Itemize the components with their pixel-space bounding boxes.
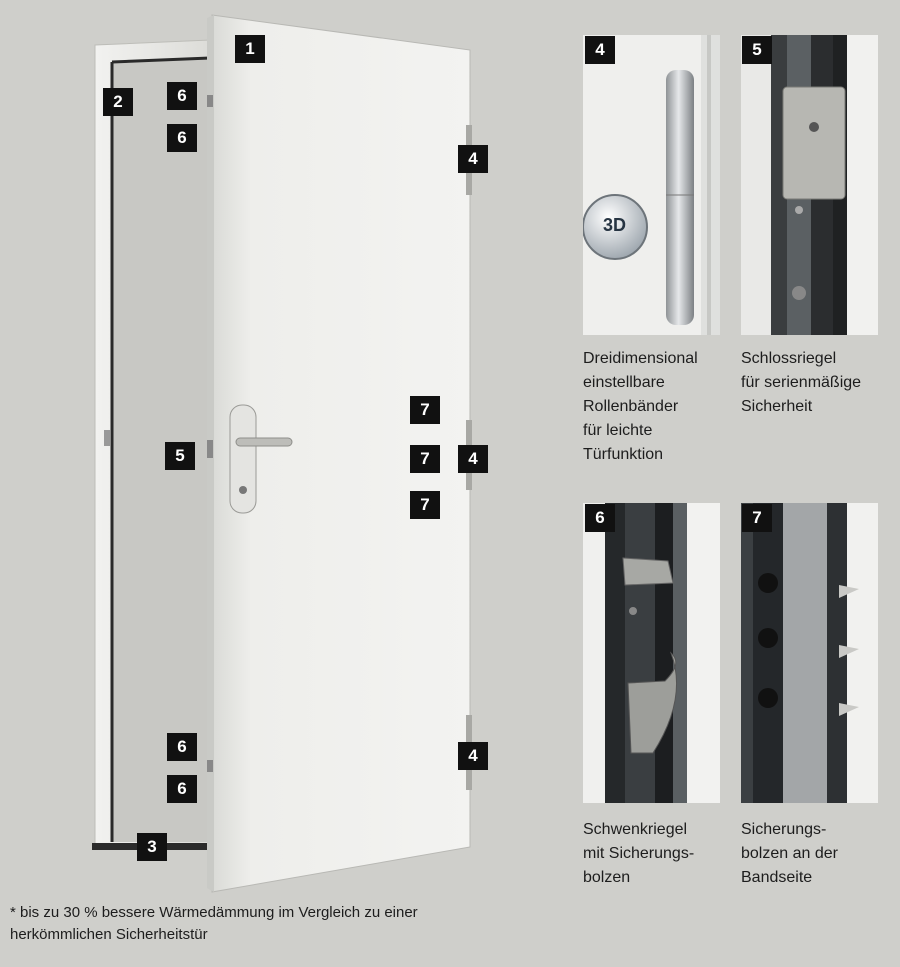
badge-1-door-leaf: 1 bbox=[235, 35, 265, 63]
caption-hinge: Dreidimensional einstellbare Rollenbänder für leichte Türfunktion bbox=[583, 350, 698, 463]
caption-swing-bolt: Schwenkriegel mit Sicherungs- bolzen bbox=[583, 821, 695, 886]
badge-3-threshold: 3 bbox=[137, 833, 167, 861]
door-opening bbox=[112, 58, 210, 842]
lock-bolt-photo-drawing bbox=[741, 35, 878, 335]
badge-6-swing-bolt-1: 6 bbox=[167, 82, 197, 110]
badge-4-hinge-top: 4 bbox=[458, 145, 488, 173]
badge-7-security-bolt-2: 7 bbox=[410, 445, 440, 473]
detail-badge-7: 7 bbox=[742, 504, 772, 532]
badge-5-lock-bolt: 5 bbox=[165, 442, 195, 470]
caption-security-bolts: Sicherungs- bolzen an der Bandseite bbox=[741, 821, 838, 886]
detail-photo-swing-bolt bbox=[583, 503, 720, 803]
detail-badge-5: 5 bbox=[742, 36, 772, 64]
detail-photo-security-bolts bbox=[741, 503, 878, 803]
detail-photo-lock-bolt bbox=[741, 35, 878, 335]
badge-7-security-bolt-1: 7 bbox=[410, 396, 440, 424]
detail-badge-6: 6 bbox=[585, 504, 615, 532]
security-bolts-photo-drawing bbox=[741, 503, 878, 803]
footnote: * bis zu 30 % bessere Wärmedämmung im Vergleich zu einer herkömmlichen Sicherheitstür bbox=[10, 904, 418, 943]
badge-6-swing-bolt-3: 6 bbox=[167, 733, 197, 761]
badge-2-frame: 2 bbox=[103, 88, 133, 116]
badge-6-swing-bolt-2: 6 bbox=[167, 124, 197, 152]
badge-4-hinge-middle: 4 bbox=[458, 445, 488, 473]
detail-photo-hinge bbox=[583, 35, 720, 335]
swing-bolt-photo-drawing bbox=[583, 503, 720, 803]
detail-badge-4: 4 bbox=[585, 36, 615, 64]
badge-7-security-bolt-3: 7 bbox=[410, 491, 440, 519]
adjust-3d-icon-label: 3D bbox=[603, 215, 627, 235]
badge-4-hinge-bottom: 4 bbox=[458, 742, 488, 770]
hinge-photo-drawing bbox=[583, 35, 720, 335]
caption-lock-bolt: Schlossriegel für serienmäßige Sicherheit bbox=[741, 350, 862, 415]
badge-6-swing-bolt-4: 6 bbox=[167, 775, 197, 803]
